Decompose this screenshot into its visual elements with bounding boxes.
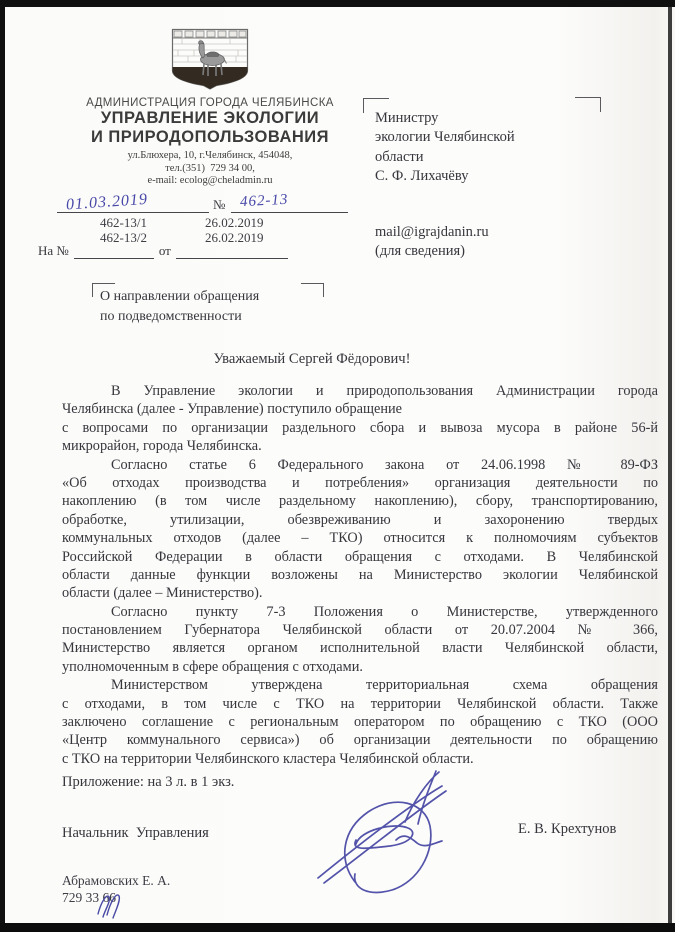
- reply-date-blank: [176, 245, 288, 259]
- org-address: ул.Блюхера, 10, г.Челябинск, 454048,: [127, 150, 293, 161]
- scan-border-top: [0, 0, 675, 7]
- body-line: уполномоченным в сфере обращения с отходами.: [62, 658, 363, 675]
- handwritten-signature: [300, 760, 480, 920]
- body-line: области данные функции возложены на Министерство экологии Челябинской: [62, 566, 658, 583]
- subject-zone-corner-right: [301, 283, 324, 297]
- body-line: микрорайон, города Челябинска.: [62, 438, 262, 455]
- signer-name: Е. В. Крехтунов: [518, 821, 617, 837]
- recipient-block: [375, 109, 515, 186]
- recipient-line: Министру: [375, 110, 439, 126]
- org-phone: тел.(351) 729 34 00,: [165, 163, 255, 174]
- executor-name: Абрамовских Е. А.: [62, 873, 171, 888]
- org-name-line2: И ПРИРОДОПОЛЬЗОВАНИЯ: [90, 128, 330, 146]
- chelyabinsk-coat-of-arms-icon: [170, 27, 250, 91]
- recipient-email: mail@igrajdanin.ru: [375, 224, 489, 240]
- letter-body: [62, 382, 658, 768]
- number-sign-label: №: [213, 197, 226, 212]
- registration-date-2: 26.02.2019: [205, 230, 264, 245]
- body-line: коммунальных отходов (далее – ТКО) относится к полномочиям субъектов: [62, 530, 658, 547]
- scan-border-right: [668, 0, 672, 932]
- body-line: Согласно пункту 7-3 Положения о Министерстве, утвержденного: [111, 603, 658, 620]
- attachment-note: Приложение: на 3 л. в 1 экз.: [62, 774, 235, 790]
- reply-reference-row: [38, 243, 293, 259]
- body-line: области (далее – Министерство).: [62, 585, 263, 602]
- executor-phone: 729 33 66: [62, 889, 116, 905]
- recipient-line: области: [375, 148, 424, 165]
- org-name-line1: УПРАВЛЕНИЕ ЭКОЛОГИИ: [100, 109, 320, 127]
- executor-initials-scribble: [92, 890, 126, 920]
- body-line: заключено соглашение с региональным оператором по обращению с ТКО (ООО: [62, 714, 658, 731]
- subject-block: [100, 287, 259, 326]
- subject-line: О направлении обращения: [100, 289, 260, 304]
- subject-line: по подведомственности: [100, 308, 242, 324]
- handwritten-number: 462-13: [239, 191, 289, 211]
- date-underline: [57, 212, 209, 213]
- body-line: Российской Федерации в области обращения с отходами. В Челябинской: [62, 548, 658, 565]
- body-line: с ТКО на территории Челябинского кластера Челябинской области.: [62, 750, 474, 767]
- registration-number-1: 462-13/1: [100, 215, 147, 230]
- body-line: Министерство является органом исполнительной власти Челябинской области,: [62, 640, 658, 657]
- number-underline: [231, 212, 348, 213]
- scan-border-left: [0, 0, 5, 932]
- recipient-email-note: (для сведения): [375, 243, 466, 260]
- body-line: с вопросами по организации раздельного сбора и вывоза мусора в районе 56-й: [62, 419, 658, 436]
- body-line: накоплению (в том числе раздельному накоплению), сбору, транспортированию,: [62, 493, 658, 510]
- body-line: В Управление экологии и природопользования Администрации города: [111, 383, 658, 399]
- registration-number-2: 462-13/2: [100, 230, 147, 245]
- reply-ot-label: от: [158, 243, 171, 258]
- recipient-email-block: [375, 223, 489, 262]
- body-line: «Центр коммунального сервиса») об организации деятельности по обращению: [62, 732, 658, 749]
- body-line: Челябинска (далее - Управление) поступило обращение: [62, 401, 402, 418]
- recipient-line: С. Ф. Лихачёву: [375, 167, 469, 184]
- body-line: Согласно статье 6 Федерального закона от 24.06.1998 № 89-ФЗ: [111, 456, 658, 473]
- salutation: Уважаемый Сергей Фёдорович!: [213, 351, 411, 367]
- registration-date-1: 26.02.2019: [205, 215, 264, 230]
- body-line: Министерством утверждена территориальная схема обращения: [111, 677, 658, 694]
- reply-na-label: На №: [38, 243, 69, 258]
- body-line: с отходами, в том числе с ТКО на территории Челябинской области. Также: [62, 695, 658, 712]
- recipient-line: экологии Челябинской: [375, 129, 515, 146]
- body-line: обработке, утилизации, обезвреживанию и захоронению твердых: [62, 511, 658, 528]
- org-email: e-mail: ecolog@cheladmin.ru: [147, 175, 273, 186]
- scan-border-bottom: [0, 923, 675, 932]
- signer-position: Начальник Управления: [62, 825, 209, 841]
- address-zone-corner-right: [575, 97, 601, 112]
- body-line: постановлением Губернатора Челябинской области от 20.07.2004 № 366,: [62, 622, 658, 639]
- reply-number-blank: [74, 245, 154, 259]
- org-parent-name: АДМИНИСТРАЦИЯ ГОРОДА ЧЕЛЯБИНСКА: [86, 97, 334, 109]
- body-line: «Об отходах производства и потребления» организация деятельности по: [62, 474, 658, 491]
- handwritten-date: 01.03.2019: [65, 190, 149, 214]
